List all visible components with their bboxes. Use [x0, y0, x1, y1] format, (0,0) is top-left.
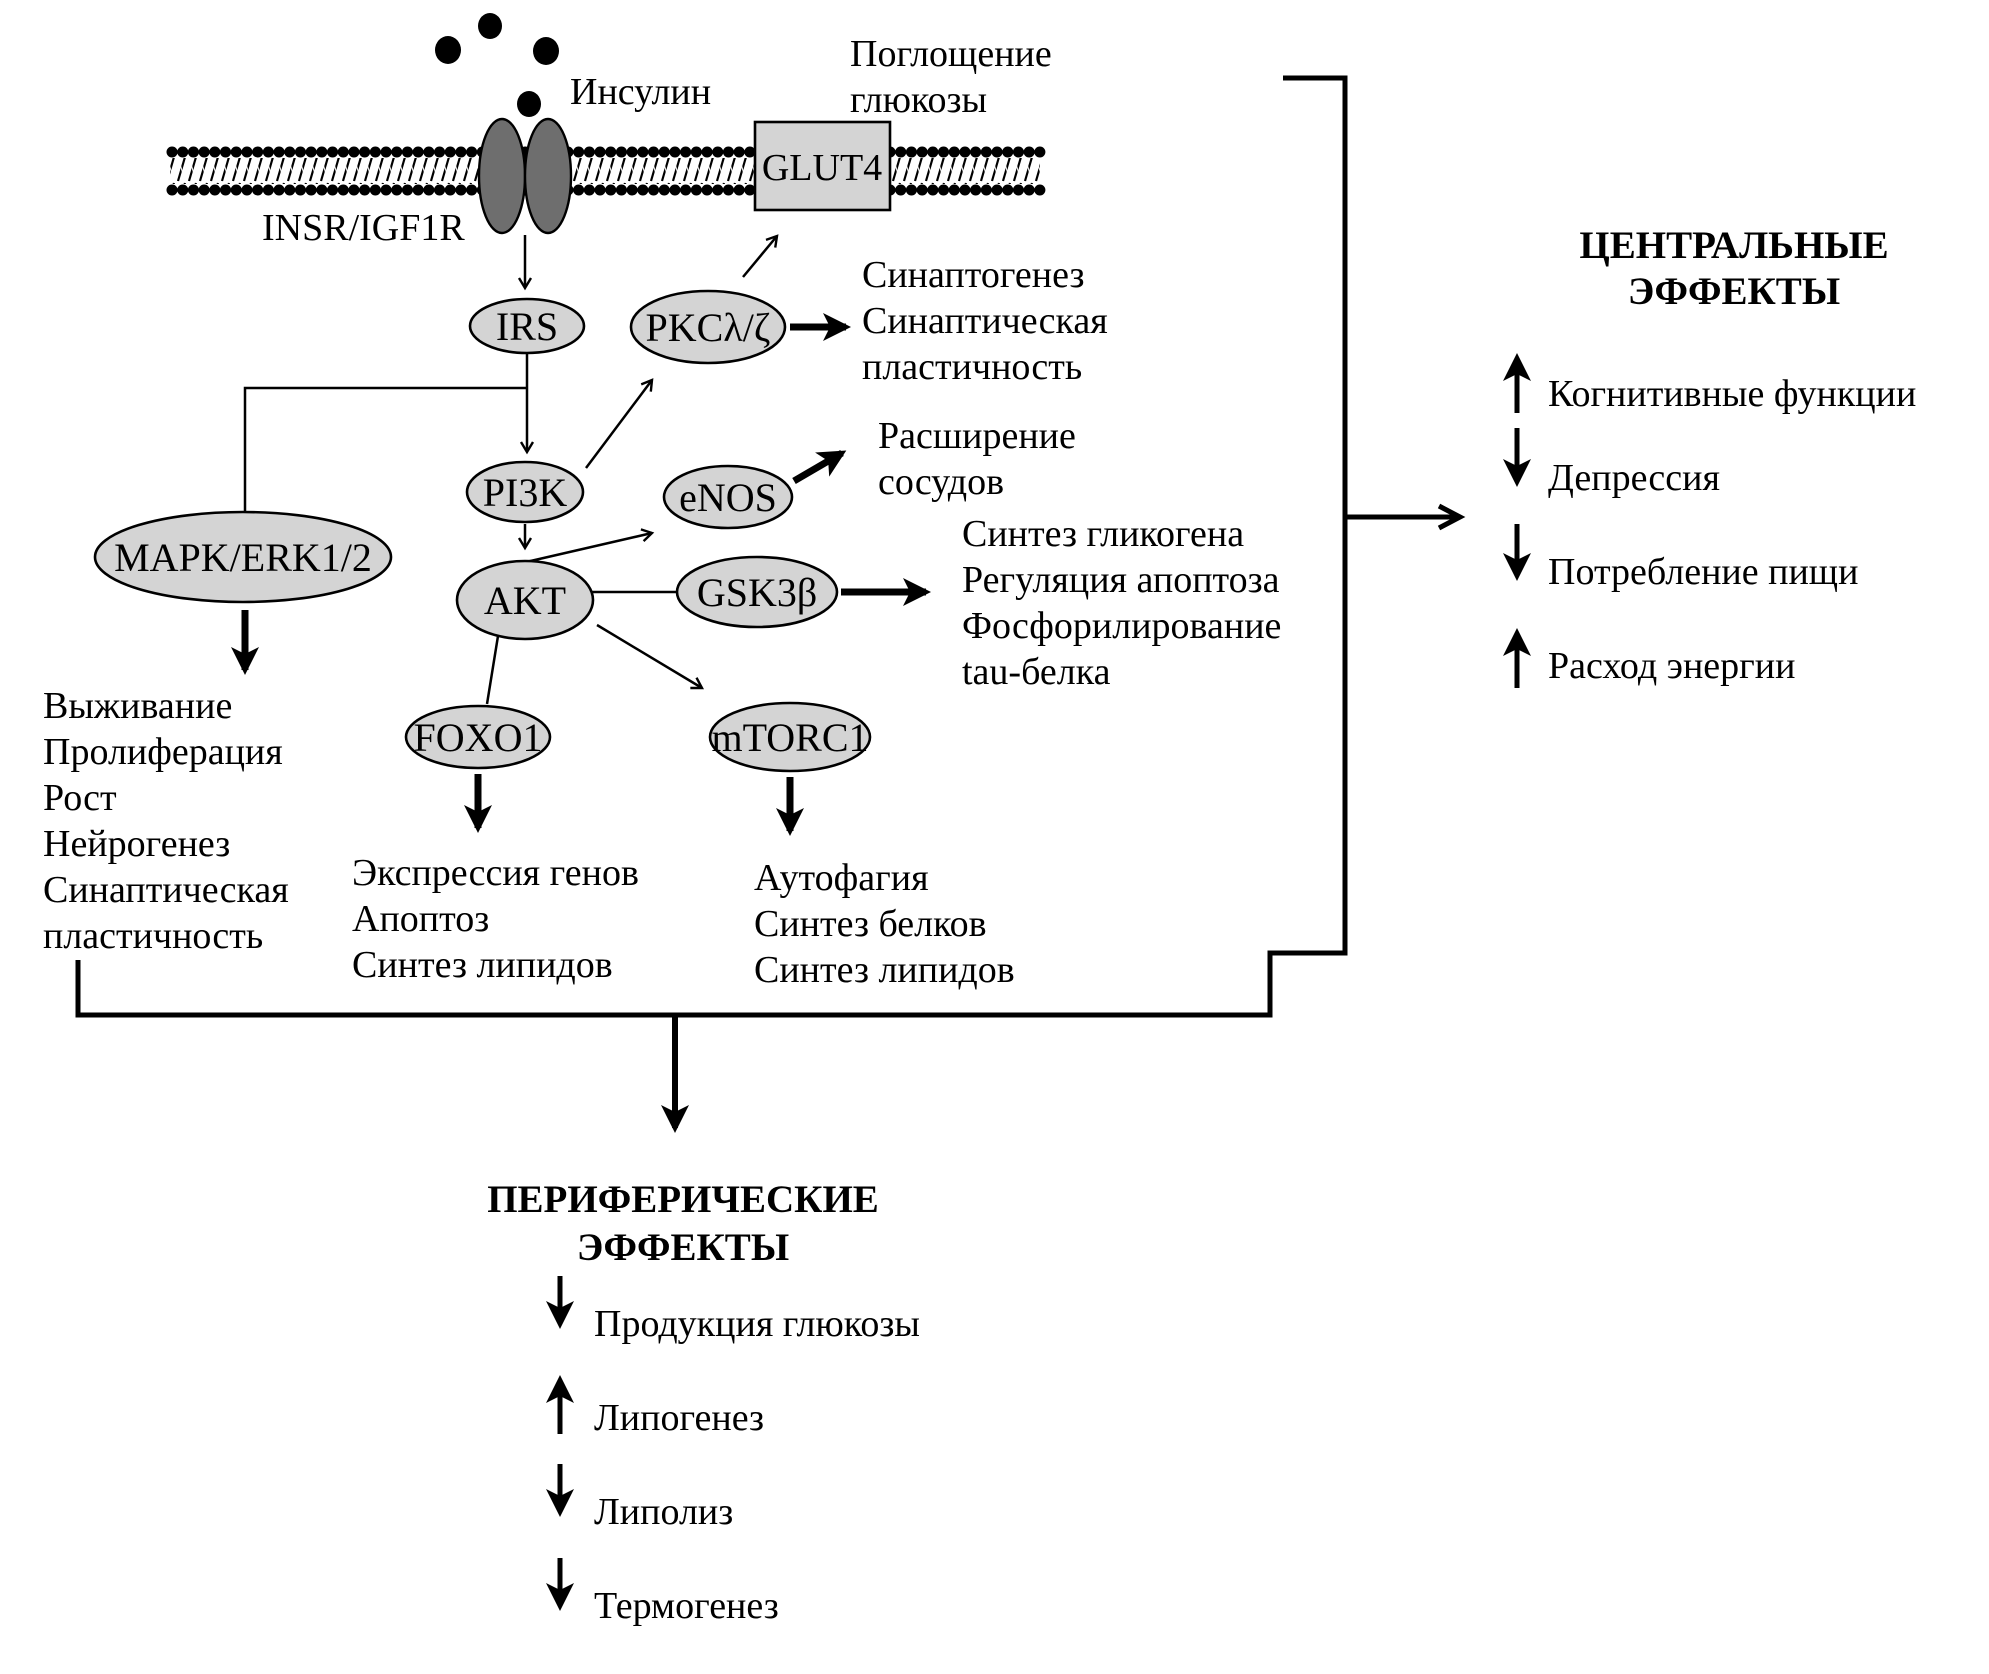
glut4-transporter [755, 122, 890, 210]
insulin-dot [533, 37, 559, 65]
arrow-pkc-to-glut4 [743, 236, 777, 277]
pi3k-label: PI3K [482, 470, 568, 515]
peripheral-effect-item: Липолиз [594, 1491, 734, 1533]
gsk3b-output-line: Регуляция апоптоза [962, 559, 1280, 601]
mapk-output-line: Синаптическая [43, 869, 289, 911]
central-effect-item: Расход энергии [1548, 645, 1796, 687]
irs-label: IRS [495, 304, 559, 349]
foxo1-label: FOXO1 [413, 715, 543, 760]
mtorc1-output-line: Синтез липидов [754, 949, 1015, 991]
gsk3b-outputs [962, 513, 1281, 693]
pkc-outputs [862, 254, 1108, 388]
arrow-pi3k-to-pkc [586, 380, 652, 468]
gsk3b-label: GSK3β [696, 570, 818, 615]
insulin-label: Инсулин [570, 71, 712, 113]
pkc-output-line: Синаптическая [862, 300, 1108, 342]
foxo1-output-line: Экспрессия генов [352, 852, 639, 894]
receptor-subunit-right [525, 119, 571, 233]
mapk-output-line: пластичность [43, 915, 264, 957]
enos-label: eNOS [679, 475, 777, 520]
node-pi3k [467, 462, 583, 522]
uptake-line-1: Поглощение [850, 33, 1052, 75]
membrane-tails-left [170, 158, 755, 184]
node-foxo1 [406, 706, 550, 768]
enos-output-line: Расширение [878, 415, 1076, 457]
foxo1-output-line: Синтез липидов [352, 944, 613, 986]
node-mapk [95, 512, 391, 602]
mapk-output-line: Рост [43, 777, 117, 819]
mapk-output-line: Нейрогенез [43, 823, 231, 865]
mtorc1-label: mTORC1 [711, 715, 869, 760]
insulin-dot [517, 91, 541, 117]
mtorc1-output-line: Синтез белков [754, 903, 987, 945]
arrow-enos-output [794, 453, 842, 481]
insulin-dot [478, 13, 502, 39]
insulin-receptor [479, 119, 571, 233]
mapk-outputs [43, 685, 289, 957]
peripheral-effects-title-line: ПЕРИФЕРИЧЕСКИЕ [487, 1178, 879, 1221]
membrane-tails-right [890, 158, 1040, 184]
gsk3b-output-line: Синтез гликогена [962, 513, 1245, 555]
gsk3b-output-line: Фосфорилирование [962, 605, 1282, 647]
glut4-label: GLUT4 [761, 147, 883, 189]
peripheral-effect-item: Продукция глюкозы [594, 1303, 920, 1345]
node-akt [457, 561, 593, 639]
receptor-label: INSR/IGF1R [262, 207, 465, 249]
line-akt-to-foxo1 [487, 636, 498, 704]
central-effect-item: Потребление пищи [1548, 551, 1859, 593]
central-effect-item: Депрессия [1548, 457, 1720, 499]
node-irs [470, 299, 584, 353]
cell-membrane [170, 152, 1040, 190]
node-enos [664, 466, 792, 528]
node-gsk3b [677, 557, 837, 627]
akt-label: AKT [483, 578, 567, 623]
glucose-uptake-caption [850, 33, 1052, 121]
peripheral-effects-title-line: ЭФФЕКТЫ [576, 1226, 790, 1269]
enos-outputs [878, 415, 1076, 503]
central-effects-panel [1517, 224, 1916, 688]
pkc-output-line: пластичность [862, 346, 1083, 388]
mapk-output-line: Выживание [43, 685, 233, 727]
mtorc1-output-line: Аутофагия [754, 857, 929, 899]
arrow-akt-to-mtorc1 [597, 625, 702, 688]
mapk-label: MAPK/ERK1/2 [114, 535, 372, 580]
peripheral-effect-item: Термогенез [594, 1585, 779, 1627]
pkc-output-line: Синаптогенез [862, 254, 1085, 296]
mtorc1-outputs [754, 857, 1015, 991]
receptor-subunit-left [479, 119, 525, 233]
insulin-ligand [435, 13, 559, 117]
enos-output-line: сосудов [878, 461, 1005, 503]
peripheral-effect-item: Липогенез [594, 1397, 765, 1439]
pkc-label: PKCλ/ζ [645, 305, 771, 350]
peripheral-effects-panel [487, 1178, 920, 1627]
central-effects-title-line: ЦЕНТРАЛЬНЫЕ [1579, 224, 1889, 267]
insulin-dot [435, 36, 461, 64]
foxo1-output-line: Апоптоз [352, 898, 490, 940]
node-mtorc1 [710, 703, 870, 771]
foxo1-outputs [352, 852, 639, 986]
gsk3b-output-line: tau-белка [962, 651, 1111, 693]
mapk-output-line: Пролиферация [43, 731, 283, 773]
central-effect-item: Когнитивные функции [1548, 373, 1917, 415]
uptake-line-2: глюкозы [850, 79, 988, 121]
central-effects-title-line: ЭФФЕКТЫ [1627, 270, 1841, 313]
node-pkc [631, 291, 785, 363]
